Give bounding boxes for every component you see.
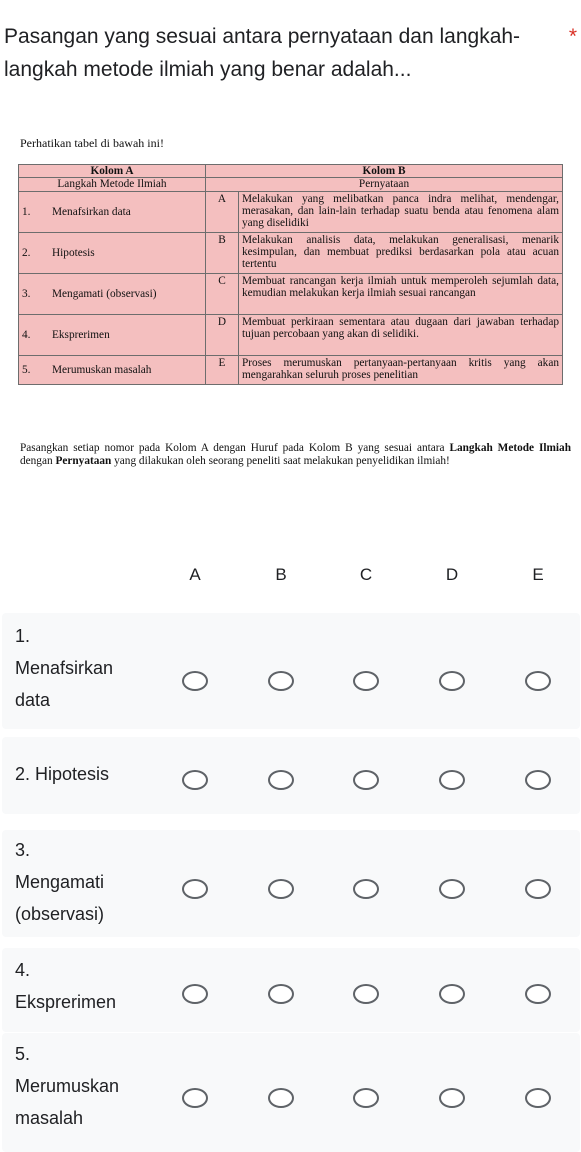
table-row	[19, 315, 563, 356]
radio-option-c[interactable]	[353, 879, 379, 899]
table-row	[19, 356, 563, 385]
statement-text: Melakukan analisis data, melakukan generalisasi, menarik kesimpulan, dan membuat prediksi berdasarkan pola atau acuan tertentu	[239, 233, 563, 274]
radio-option-a[interactable]	[182, 671, 208, 691]
radio-option-c[interactable]	[353, 1088, 379, 1108]
radio-option-b[interactable]	[268, 770, 294, 790]
radio-option-d[interactable]	[439, 1088, 465, 1108]
statement-letter: C	[206, 274, 239, 315]
statement-text: Membuat rancangan kerja ilmiah untuk memperoleh sejumlah data, kemudian melakukan kerja ilmiah sesuai rancangan	[239, 274, 563, 315]
statement-letter: A	[206, 192, 239, 233]
column-a-subtitle: Langkah Metode Ilmiah	[19, 178, 206, 192]
radio-option-e[interactable]	[525, 984, 551, 1004]
radio-option-b[interactable]	[268, 1088, 294, 1108]
grid-row	[2, 1033, 580, 1152]
radio-option-b[interactable]	[268, 671, 294, 691]
step-number: 5.	[19, 356, 50, 385]
radio-option-e[interactable]	[525, 1088, 551, 1108]
table-row	[19, 192, 563, 233]
column-a-title: Kolom A	[19, 165, 206, 178]
radio-option-d[interactable]	[439, 984, 465, 1004]
radio-option-c[interactable]	[353, 770, 379, 790]
figure-intro: Perhatikan tabel di bawah ini!	[20, 136, 164, 150]
step-name: Eksprerimen	[49, 315, 206, 356]
statement-text: Melakukan yang melibatkan panca indra melihat, mendengar, merasakan, dan lain-lain terhadap suatu benda atau fenomena alam yang diselidiki	[239, 192, 563, 233]
matching-table	[18, 164, 563, 385]
column-header-c: C	[359, 565, 373, 584]
radio-option-a[interactable]	[182, 879, 208, 899]
radio-option-e[interactable]	[525, 879, 551, 899]
statement-letter: D	[206, 315, 239, 356]
statement-letter: E	[206, 356, 239, 385]
grid-row	[2, 830, 580, 937]
grid-row	[2, 737, 580, 814]
step-number: 1.	[19, 192, 50, 233]
column-header-b: B	[275, 565, 287, 584]
column-header-e: E	[532, 565, 544, 584]
column-header-a: A	[189, 565, 201, 584]
column-b-title: Kolom B	[206, 165, 563, 178]
step-name: Hipotesis	[49, 233, 206, 274]
grid-row-label: 5. Merumuskan masalah	[15, 1044, 120, 1128]
radio-option-c[interactable]	[353, 984, 379, 1004]
column-header-d: D	[445, 565, 459, 584]
column-b-subtitle: Pernyataan	[206, 178, 563, 192]
step-name: Mengamati (observasi)	[49, 274, 206, 315]
grid-row	[2, 948, 580, 1032]
question-title-text: Pasangan yang sesuai antara pernyataan dan langkah-langkah metode ilmiah yang benar adalah...	[4, 25, 521, 81]
step-number: 2.	[19, 233, 50, 274]
question-image	[0, 128, 581, 520]
grid-row-label: 3. Mengamati (observasi)	[15, 840, 105, 924]
choice-grid	[0, 560, 581, 1128]
radio-option-b[interactable]	[268, 879, 294, 899]
statement-text: Proses merumuskan pertanyaan-pertanyaan kritis yang akan mengarahkan seluruh proses penelitian	[239, 356, 563, 385]
step-number: 3.	[19, 274, 50, 315]
radio-option-d[interactable]	[439, 671, 465, 691]
statement-text: Membuat perkiraan sementara atau dugaan dari jawaban terhadap tujuan percobaan yang akan di selidiki.	[239, 315, 563, 356]
step-number: 4.	[19, 315, 50, 356]
question-title	[4, 20, 579, 86]
radio-option-e[interactable]	[525, 770, 551, 790]
radio-option-d[interactable]	[439, 879, 465, 899]
radio-option-e[interactable]	[525, 671, 551, 691]
figure-instruction: Pasangkan setiap nomor pada Kolom A dengan Huruf pada Kolom B yang sesuai antara Langkah Metode Ilmiah dengan Pernyataan yang dilakukan oleh seorang peneliti saat melakukan penyelidikan ilmiah!	[20, 442, 571, 467]
step-name: Menafsirkan data	[49, 192, 206, 233]
required-asterisk: *	[568, 25, 577, 48]
grid-row	[2, 613, 580, 729]
step-name: Merumuskan masalah	[49, 356, 206, 385]
statement-letter: B	[206, 233, 239, 274]
radio-option-a[interactable]	[182, 770, 208, 790]
grid-row-label: 2. Hipotesis	[15, 764, 110, 784]
table-row	[19, 233, 563, 274]
radio-option-a[interactable]	[182, 984, 208, 1004]
radio-option-b[interactable]	[268, 984, 294, 1004]
grid-column-headers	[0, 560, 581, 610]
grid-row-label: 1. Menafsirkan data	[15, 626, 114, 710]
radio-option-c[interactable]	[353, 671, 379, 691]
radio-option-a[interactable]	[182, 1088, 208, 1108]
radio-option-d[interactable]	[439, 770, 465, 790]
table-row	[19, 274, 563, 315]
grid-row-label: 4. Eksprerimen	[15, 960, 117, 1012]
